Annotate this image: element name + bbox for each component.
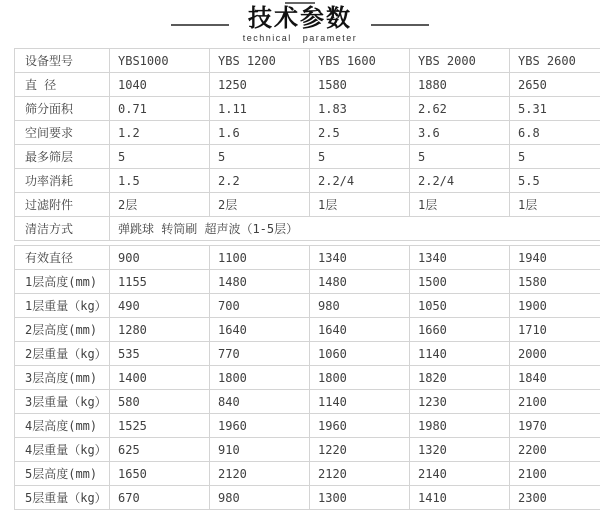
right-dash-line	[371, 24, 429, 26]
value-cell: 770	[210, 342, 310, 366]
table-row	[15, 145, 600, 169]
page-subtitle: technical parameter	[242, 33, 358, 43]
value-cell: 2.62	[410, 97, 510, 121]
value-cell: 1140	[310, 390, 410, 414]
row-span-value: 弹跳球 转筒刷 超声波（1-5层）	[110, 217, 600, 241]
value-cell: 2.5	[310, 121, 410, 145]
value-cell: 5.5	[510, 169, 600, 193]
row-label: 5层高度(mm)	[15, 462, 110, 486]
value-cell: 1660	[410, 318, 510, 342]
value-cell: 1800	[210, 366, 310, 390]
row-label: 1层重量（kg）	[15, 294, 110, 318]
row-label: 功率消耗	[15, 169, 110, 193]
value-cell: 2100	[510, 462, 600, 486]
value-cell: 2层	[110, 193, 210, 217]
value-cell: 2000	[510, 342, 600, 366]
value-cell: YBS1000	[110, 49, 210, 73]
value-cell: 1580	[510, 270, 600, 294]
value-cell: 1960	[310, 414, 410, 438]
value-cell: YBS 2000	[410, 49, 510, 73]
value-cell: 2650	[510, 73, 600, 97]
table-row	[15, 246, 600, 270]
value-cell: 1300	[310, 486, 410, 510]
row-label: 有效直径	[15, 246, 110, 270]
value-cell: 5	[510, 145, 600, 169]
value-cell: 6.8	[510, 121, 600, 145]
value-cell: 1140	[410, 342, 510, 366]
value-cell: 490	[110, 294, 210, 318]
table-row	[15, 294, 600, 318]
spec-table-top-body	[15, 49, 600, 241]
row-label: 筛分面积	[15, 97, 110, 121]
value-cell: 1980	[410, 414, 510, 438]
value-cell: 625	[110, 438, 210, 462]
value-cell: 580	[110, 390, 210, 414]
table-row	[15, 318, 600, 342]
value-cell: 2.2	[210, 169, 310, 193]
value-cell: 1250	[210, 73, 310, 97]
table-row	[15, 270, 600, 294]
value-cell: 1960	[210, 414, 310, 438]
row-label: 直 径	[15, 73, 110, 97]
value-cell: 1050	[410, 294, 510, 318]
value-cell: 2.2/4	[310, 169, 410, 193]
row-label: 5层重量（kg）	[15, 486, 110, 510]
table-row	[15, 73, 600, 97]
value-cell: 1220	[310, 438, 410, 462]
value-cell: 1层	[510, 193, 600, 217]
value-cell: 1.83	[310, 97, 410, 121]
table-row	[15, 390, 600, 414]
value-cell: 1410	[410, 486, 510, 510]
value-cell: 1500	[410, 270, 510, 294]
table-row	[15, 169, 600, 193]
value-cell: YBS 1200	[210, 49, 310, 73]
value-cell: 0.71	[110, 97, 210, 121]
value-cell: 1525	[110, 414, 210, 438]
value-cell: 1800	[310, 366, 410, 390]
value-cell: 1640	[310, 318, 410, 342]
value-cell: 1880	[410, 73, 510, 97]
value-cell: 1层	[310, 193, 410, 217]
spec-table-bottom	[14, 245, 600, 510]
value-cell: 1710	[510, 318, 600, 342]
row-label: 3层重量（kg）	[15, 390, 110, 414]
table-row	[15, 366, 600, 390]
table-row	[15, 193, 600, 217]
table-row	[15, 121, 600, 145]
value-cell: 1820	[410, 366, 510, 390]
table-row	[15, 217, 600, 241]
value-cell: 1层	[410, 193, 510, 217]
value-cell: 1970	[510, 414, 600, 438]
value-cell: 1040	[110, 73, 210, 97]
value-cell: 1400	[110, 366, 210, 390]
value-cell: 1580	[310, 73, 410, 97]
table-row	[15, 414, 600, 438]
row-label: 2层重量（kg）	[15, 342, 110, 366]
row-label: 清洁方式	[15, 217, 110, 241]
value-cell: 1480	[310, 270, 410, 294]
value-cell: 1.2	[110, 121, 210, 145]
row-label: 过滤附件	[15, 193, 110, 217]
table-row	[15, 438, 600, 462]
value-cell: 980	[210, 486, 310, 510]
value-cell: 2120	[210, 462, 310, 486]
value-cell: 1.5	[110, 169, 210, 193]
value-cell: 1.6	[210, 121, 310, 145]
top-dash-line	[285, 2, 315, 4]
value-cell: 1640	[210, 318, 310, 342]
value-cell: 5	[110, 145, 210, 169]
value-cell: 1155	[110, 270, 210, 294]
value-cell: 1650	[110, 462, 210, 486]
value-cell: 2层	[210, 193, 310, 217]
value-cell: 2300	[510, 486, 600, 510]
value-cell: 1230	[410, 390, 510, 414]
value-cell: 2120	[310, 462, 410, 486]
table-row	[15, 49, 600, 73]
value-cell: 1280	[110, 318, 210, 342]
value-cell: 5.31	[510, 97, 600, 121]
value-cell: 3.6	[410, 121, 510, 145]
value-cell: 1320	[410, 438, 510, 462]
value-cell: 1480	[210, 270, 310, 294]
spec-table-bottom-body	[15, 246, 600, 510]
value-cell: 5	[310, 145, 410, 169]
value-cell: 1940	[510, 246, 600, 270]
value-cell: 2140	[410, 462, 510, 486]
value-cell: 980	[310, 294, 410, 318]
value-cell: 1.11	[210, 97, 310, 121]
value-cell: 2200	[510, 438, 600, 462]
value-cell: 2.2/4	[410, 169, 510, 193]
table-row	[15, 486, 600, 510]
value-cell: 1100	[210, 246, 310, 270]
table-row	[15, 342, 600, 366]
row-label: 最多筛层	[15, 145, 110, 169]
title-block	[243, 7, 358, 43]
row-label: 4层高度(mm)	[15, 414, 110, 438]
row-label: 2层高度(mm)	[15, 318, 110, 342]
value-cell: 5	[210, 145, 310, 169]
table-row	[15, 462, 600, 486]
value-cell: 1840	[510, 366, 600, 390]
row-label: 1层高度(mm)	[15, 270, 110, 294]
row-label: 4层重量（kg）	[15, 438, 110, 462]
title-row	[0, 7, 600, 43]
value-cell: 1340	[410, 246, 510, 270]
value-cell: YBS 2600	[510, 49, 600, 73]
value-cell: YBS 1600	[310, 49, 410, 73]
page-title: 技术参数	[247, 5, 352, 32]
value-cell: 1340	[310, 246, 410, 270]
section-header	[0, 0, 600, 48]
row-label: 设备型号	[15, 49, 110, 73]
value-cell: 1060	[310, 342, 410, 366]
left-dash-line	[171, 24, 229, 26]
value-cell: 840	[210, 390, 310, 414]
value-cell: 535	[110, 342, 210, 366]
value-cell: 910	[210, 438, 310, 462]
row-label: 3层高度(mm)	[15, 366, 110, 390]
value-cell: 670	[110, 486, 210, 510]
value-cell: 900	[110, 246, 210, 270]
table-row	[15, 97, 600, 121]
value-cell: 700	[210, 294, 310, 318]
value-cell: 1900	[510, 294, 600, 318]
spec-table-top	[14, 48, 600, 241]
value-cell: 5	[410, 145, 510, 169]
row-label: 空间要求	[15, 121, 110, 145]
value-cell: 2100	[510, 390, 600, 414]
